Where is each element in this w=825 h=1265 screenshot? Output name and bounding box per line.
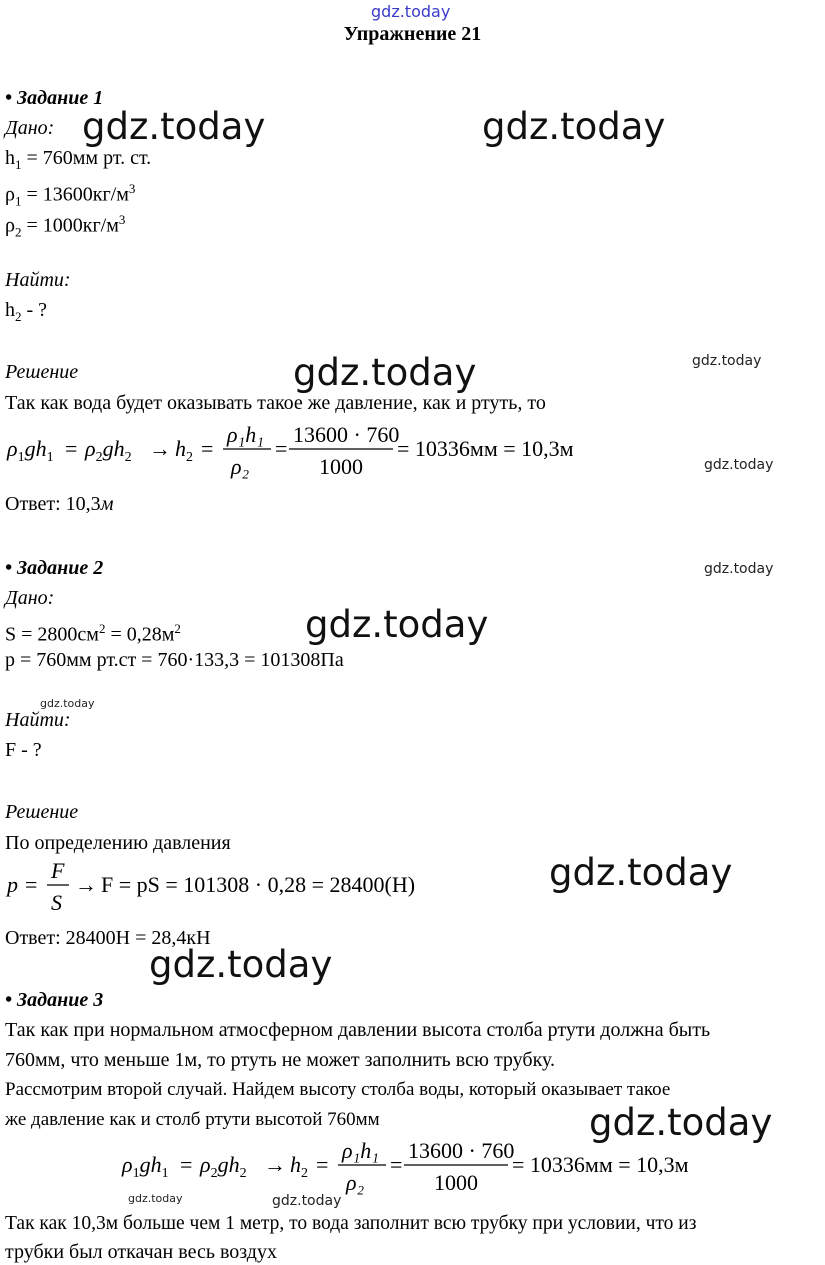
header-watermark: gdz.today bbox=[371, 2, 451, 21]
task3-para2-line1: Рассмотрим второй случай. Найдем высоту столба воды, который оказывает такое bbox=[5, 1079, 671, 1100]
task2-given-s: $S = 2800см^2 = 0,28м^2$ bbox=[5, 621, 181, 646]
watermark: gdz.today bbox=[305, 603, 489, 646]
task1-given-rho1: $\rho_1 = 13600кг/м^3$ bbox=[5, 181, 136, 209]
svg-text:=: = bbox=[25, 872, 38, 897]
task3-formula bbox=[120, 1138, 740, 1198]
task2-formula bbox=[5, 858, 465, 918]
watermark: gdz.today bbox=[293, 351, 477, 394]
svg-text:p: p bbox=[7, 872, 18, 897]
svg-text:=: = bbox=[180, 1152, 193, 1177]
svg-text:ρ₁h₁: ρ₁h₁ bbox=[342, 1138, 379, 1163]
svg-text:→: → bbox=[75, 872, 97, 897]
watermark: gdz.today bbox=[82, 105, 266, 148]
task2-heading: • Задание 2 bbox=[5, 557, 104, 579]
svg-text:ρ₂: ρ₂ bbox=[231, 454, 250, 479]
task2-find-label: Найти: bbox=[5, 709, 71, 731]
watermark: gdz.today bbox=[549, 851, 733, 894]
task1-formula bbox=[5, 422, 625, 482]
svg-text:13600 · 760: 13600 · 760 bbox=[293, 422, 400, 447]
watermark: gdz.today bbox=[272, 1193, 342, 1209]
svg-text:=: = bbox=[390, 1152, 403, 1177]
task2-find: F - ? bbox=[5, 739, 42, 761]
task3-para1-line2: 760мм, что меньше 1м, то ртуть не может заполнить всю трубку. bbox=[5, 1049, 556, 1071]
task2-solution-label: Решение bbox=[5, 801, 79, 823]
page-title: Упражнение 21 bbox=[343, 23, 482, 45]
watermark: gdz.today bbox=[40, 697, 95, 710]
svg-text:ρ₁h₁: ρ₁h₁ bbox=[227, 422, 264, 447]
task2-solution-text: По определению давления bbox=[5, 832, 231, 854]
svg-text:1000: 1000 bbox=[434, 1170, 478, 1195]
watermark: gdz.today bbox=[149, 943, 333, 986]
task1-solution-text: Так как вода будет оказывать такое же давление, как и ртуть, то bbox=[5, 392, 546, 414]
task1-given-h1: $h_1 = 760мм$ рт. ст. bbox=[5, 147, 152, 172]
task1-given-rho2: $\rho_2 = 1000кг/м^3$ bbox=[5, 212, 126, 240]
task2-given-label: Дано: bbox=[5, 587, 55, 609]
task3-heading: • Задание 3 bbox=[5, 989, 104, 1011]
task3-conclusion-line2: трубки был откачан весь воздух bbox=[5, 1241, 277, 1263]
svg-text:ρ₂: ρ₂ bbox=[346, 1170, 365, 1195]
svg-text:= 10336мм = 10,3м: = 10336мм = 10,3м bbox=[512, 1152, 689, 1177]
svg-text:h2: $h_2$ bbox=[175, 436, 193, 465]
task3-conclusion-line1: Так как 10,3м больше чем 1 метр, то вода заполнит всю трубку при условии, что из bbox=[5, 1213, 697, 1234]
task1-solution-label: Решение bbox=[5, 361, 79, 383]
svg-text:ρ2gh2: $\rho_2gh_2$ bbox=[85, 436, 132, 465]
svg-text:S: S bbox=[51, 890, 62, 915]
svg-text:1000: 1000 bbox=[319, 454, 363, 479]
task2-given-p: p = 760мм рт.ст = 760·133,3 = 101308Па bbox=[5, 649, 344, 671]
watermark: gdz.today bbox=[589, 1101, 773, 1144]
svg-text:→: → bbox=[149, 436, 171, 461]
svg-text:F = pS = 101308 · 0,28 = 28400: F = pS = 101308 · 0,28 = 28400(H) bbox=[101, 872, 416, 897]
svg-text:ρ1gh1: $\rho_1gh_1$ bbox=[7, 436, 54, 465]
task3-para2-line2: же давление как и столб ртути высотой 760мм bbox=[5, 1109, 380, 1130]
svg-text:ρ1gh1: $\rho_1gh_1$ bbox=[122, 1152, 169, 1181]
task2-answer: Ответ: 28400Н = 28,4кН bbox=[5, 927, 211, 949]
svg-text:=: = bbox=[316, 1152, 329, 1177]
task1-heading: • Задание 1 bbox=[5, 87, 104, 109]
task1-given-label: Дано: bbox=[5, 117, 55, 139]
svg-text:13600 · 760: 13600 · 760 bbox=[408, 1138, 515, 1163]
task3-para1-line1: Так как при нормальном атмосферном давлении высота столба ртути должна быть bbox=[5, 1019, 711, 1041]
watermark: gdz.today bbox=[482, 105, 666, 148]
task1-find-label: Найти: bbox=[5, 269, 71, 291]
watermark: gdz.today bbox=[692, 353, 762, 369]
svg-text:F: F bbox=[51, 858, 65, 883]
svg-text:=: = bbox=[201, 436, 214, 461]
svg-text:= 10336мм = 10,3м: = 10336мм = 10,3м bbox=[397, 436, 574, 461]
svg-text:=: = bbox=[275, 436, 288, 461]
svg-text:=: = bbox=[65, 436, 78, 461]
watermark: gdz.today bbox=[128, 1192, 183, 1205]
watermark: gdz.today bbox=[704, 561, 774, 577]
watermark: gdz.today bbox=[704, 457, 774, 473]
svg-text:→: → bbox=[264, 1152, 286, 1177]
task1-find: $h_2$ - ? bbox=[5, 299, 48, 324]
svg-text:h2: $h_2$ bbox=[290, 1152, 308, 1181]
task1-answer: Ответ: 10,3м bbox=[5, 493, 114, 515]
svg-text:ρ2gh2: $\rho_2gh_2$ bbox=[200, 1152, 247, 1181]
